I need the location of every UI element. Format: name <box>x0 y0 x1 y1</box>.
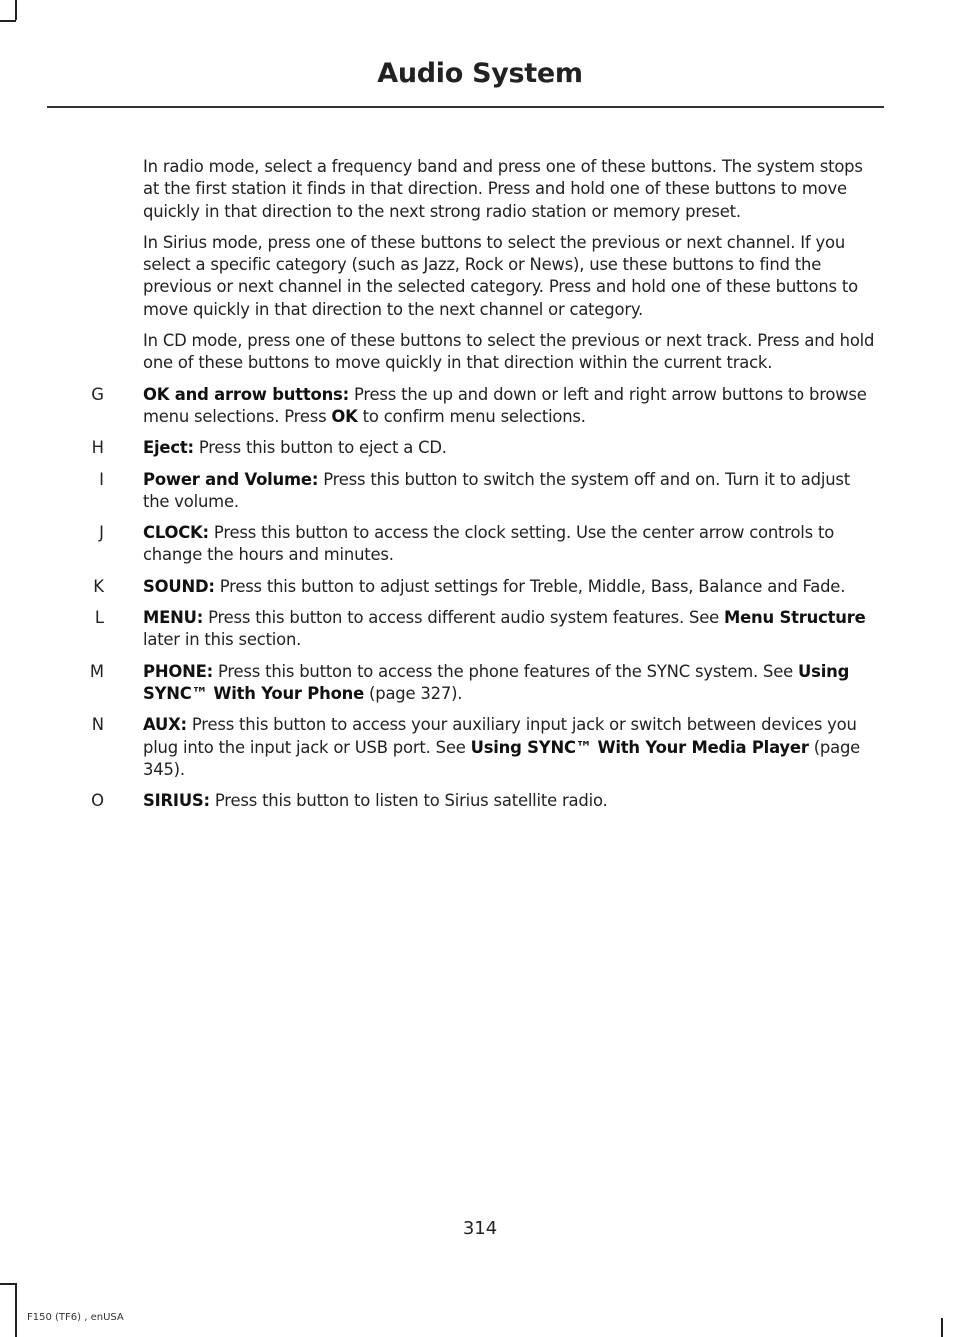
item-description <box>143 437 876 459</box>
list-item <box>0 469 960 514</box>
item-label: SOUND: <box>143 576 215 596</box>
crop-mark-bottom-right-vertical <box>941 1318 943 1337</box>
item-text: Press this button to adjust settings for Treble, Middle, Bass, Balance and Fade. <box>214 576 846 596</box>
item-label: Eject: <box>143 438 194 458</box>
list-item <box>0 790 960 812</box>
item-text: Press this button to access your auxiliary input jack or switch between devices you plug into the input jack or USB port. See <box>143 715 857 757</box>
item-text-end: (page 345). <box>143 737 861 779</box>
item-label: SIRIUS: <box>143 791 210 811</box>
item-letter: N <box>91 715 104 735</box>
item-label: OK and arrow buttons: <box>143 384 349 404</box>
item-letter: L <box>94 608 104 628</box>
item-text-end: later in this section. <box>143 630 302 650</box>
item-bold-ref: Using SYNC™ With Your Phone <box>143 661 850 703</box>
item-text: Press this button to switch the system off and on. Turn it to adjust the volume. <box>143 469 850 511</box>
item-label: MENU: <box>143 608 204 628</box>
item-letter: I <box>99 469 104 489</box>
list-item <box>0 384 960 429</box>
item-description <box>143 469 876 514</box>
item-label: CLOCK: <box>143 523 209 543</box>
item-text: Press this button to access the phone features of the SYNC system. See <box>212 661 799 681</box>
item-letter: O <box>91 791 104 811</box>
list-item <box>0 576 960 598</box>
item-text: Press this button to access the clock setting. Use the center arrow controls to change the hours and minutes. <box>143 523 835 565</box>
page-title: Audio System <box>377 58 583 89</box>
page-content <box>0 156 960 821</box>
item-description <box>143 576 876 598</box>
item-description <box>143 661 876 706</box>
crop-mark-bottom-left-vertical <box>15 1283 17 1337</box>
crop-mark-bottom-left-horizontal <box>0 1283 16 1285</box>
item-letter: H <box>91 438 104 458</box>
item-description <box>143 384 876 429</box>
list-item <box>0 607 960 652</box>
item-letter: J <box>99 523 104 543</box>
crop-mark-top-left-horizontal <box>0 20 16 22</box>
header-divider <box>47 106 884 108</box>
item-text: Press this button to eject a CD. <box>193 438 447 458</box>
crop-mark-top-left-vertical <box>15 0 17 20</box>
item-letter: G <box>91 384 104 404</box>
cd-mode-paragraph: In CD mode, press one of these buttons to select the previous or next track. Press and hold one of these buttons to move quickly in that direction within the current track. <box>143 331 875 373</box>
list-item <box>0 437 960 459</box>
item-letter: M <box>89 661 104 681</box>
document-id: F150 (TF6) , enUSA <box>27 1312 124 1323</box>
list-item <box>0 522 960 567</box>
item-text: Press the up and down or left and right arrow buttons to browse menu selections. Press <box>143 384 867 426</box>
item-description <box>143 714 876 781</box>
item-description <box>143 790 876 812</box>
item-label: AUX: <box>143 715 187 735</box>
item-text: Press this button to listen to Sirius satellite radio. <box>209 791 608 811</box>
item-text: Press this button to access different audio system features. See <box>203 608 725 628</box>
list-item <box>0 661 960 706</box>
item-description <box>143 522 876 567</box>
page-number: 314 <box>462 1218 498 1239</box>
sirius-mode-paragraph: In Sirius mode, press one of these buttons to select the previous or next channel. If you select a specific category (such as Jazz, Rock or News), use these buttons to find the previous or next channel in the selected category. Press and hold one of these buttons to move quickly in that direction to the next channel or category. <box>143 232 858 319</box>
item-label: Power and Volume: <box>143 469 319 489</box>
radio-mode-paragraph: In radio mode, select a frequency band and press one of these buttons. The system stops at the first station it finds in that direction. Press and hold one of these buttons to move quickly in that direction to the next strong radio station or memory preset. <box>143 157 863 221</box>
list-item <box>0 714 960 781</box>
item-description <box>143 607 876 652</box>
item-bold-ref: OK <box>331 406 358 426</box>
item-bold-ref: Using SYNC™ With Your Media Player <box>470 737 809 757</box>
item-text-end: to confirm menu selections. <box>357 406 586 426</box>
item-text-end: (page 327). <box>364 683 463 703</box>
item-bold-ref: Menu Structure <box>724 608 866 628</box>
item-letter: K <box>93 576 104 596</box>
item-label: PHONE: <box>143 661 213 681</box>
